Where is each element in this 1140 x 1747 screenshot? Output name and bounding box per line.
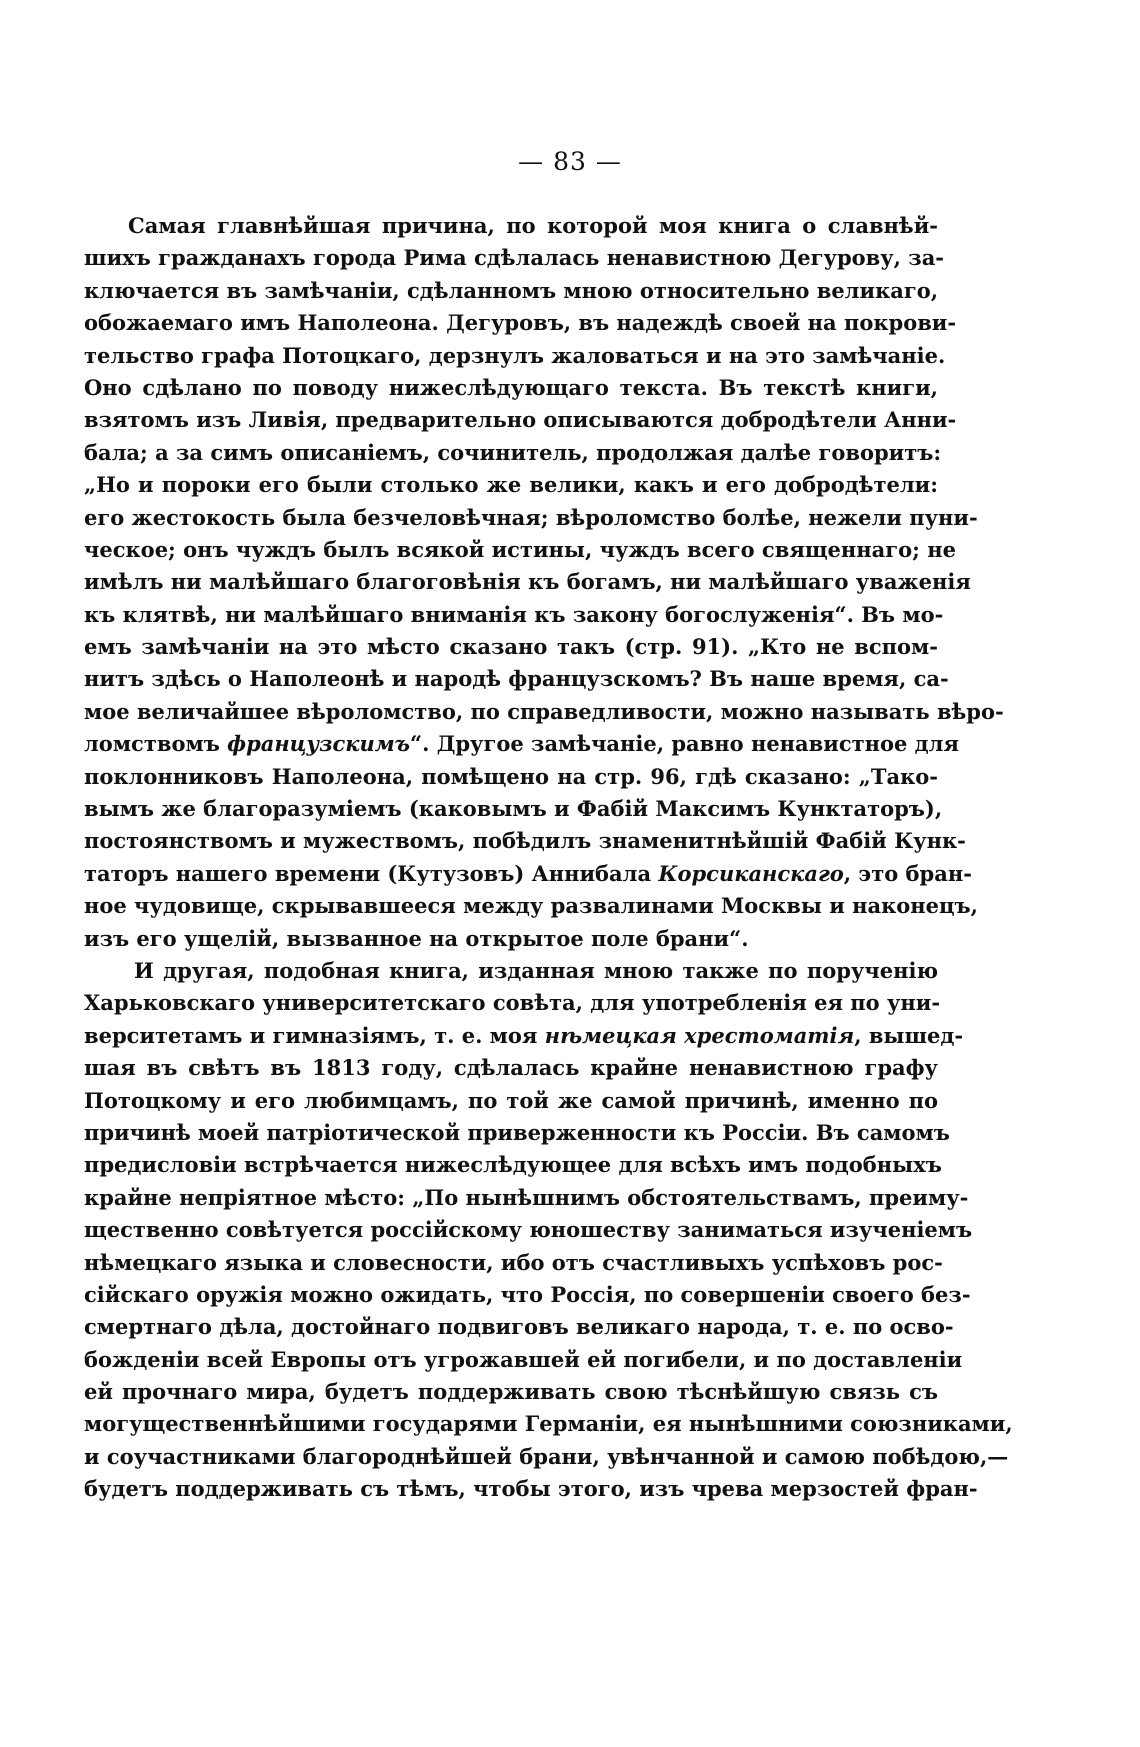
text-line: будетъ поддерживать съ тѣмъ, чтобы этого, изъ чрева мерзостей фран- bbox=[84, 1476, 978, 1502]
text-line: предисловіи встрѣчается нижеслѣдующее для всѣхъ имъ подобныхъ bbox=[84, 1152, 942, 1178]
text-line: Самая главнѣйшая причина, по которой моя книга о славнѣй- bbox=[128, 213, 938, 238]
text-line: шая въ свѣтъ въ 1813 году, сдѣлалась крайне ненавистною графу bbox=[84, 1055, 938, 1081]
text-line: И другая, подобная книга, изданная мною также по порученію bbox=[134, 957, 938, 983]
text-line: причинѣ моей патріотической приверженности къ Россіи. Въ самомъ bbox=[84, 1119, 950, 1145]
text-line: ломствомъ французскимъ“. Другое замѣчаніе, равно ненавистное для bbox=[84, 731, 959, 757]
text-line: поклонниковъ Наполеона, помѣщено на стр. 96, гдѣ сказано: „Тако- bbox=[84, 763, 938, 789]
text-line: нитъ здѣсь о Наполеонѣ и народѣ французскомъ? Въ наше время, са- bbox=[84, 666, 949, 692]
text-line: мое величайшее вѣроломство, по справедливости, можно называть вѣро- bbox=[84, 698, 1004, 724]
text-line: его жестокость была безчеловѣчная; вѣроломство болѣе, нежели пуни- bbox=[84, 504, 978, 530]
text-line: постоянствомъ и мужествомъ, побѣдилъ знаменитнѣйшій Фабій Кунк- bbox=[84, 828, 966, 854]
text-line: божденіи всей Европы отъ угрожавшей ей погибели, и по доставленіи bbox=[84, 1346, 963, 1372]
text-line: верситетамъ и гимназіямъ, т. е. моя нѣмецкая хрестоматія, вышед- bbox=[84, 1022, 964, 1048]
text-line: крайне непріятное мѣсто: „По нынѣшнимъ обстоятельствамъ, преиму- bbox=[84, 1184, 969, 1210]
text-line: ное чудовище, скрывавшееся между развалинами Москвы и наконецъ, bbox=[84, 893, 978, 919]
italic-term: Корсиканскаго bbox=[658, 860, 844, 886]
body-text bbox=[84, 210, 1013, 1506]
italic-term: нѣмецкая хрестоматія bbox=[544, 1022, 855, 1048]
text-line: щественно совѣтуется россійскому юношеству заниматься изученіемъ bbox=[84, 1217, 973, 1243]
text-line: могущественнѣйшими государями Германіи, ея нынѣшними союзниками, bbox=[84, 1411, 1013, 1437]
text-line: изъ его ущелій, вызванное на открытое поле брани“. bbox=[84, 925, 749, 951]
text-line: нѣмецкаго языка и словесности, ибо отъ счастливыхъ успѣховъ рос- bbox=[84, 1249, 943, 1275]
text-line: имѣлъ ни малѣйшаго благоговѣнія къ богамъ, ни малѣйшаго уваженія bbox=[84, 569, 971, 595]
text-line: таторъ нашего времени (Кутузовъ) Аннибала Корсиканскаго, это бран- bbox=[84, 860, 972, 886]
text-line: ческое; онъ чуждъ былъ всякой истины, чуждъ всего священнаго; не bbox=[84, 536, 956, 562]
text-line: Оно сдѣлано по поводу нижеслѣдующаго текста. Въ текстѣ книги, bbox=[84, 374, 938, 400]
text-line: Потоцкому и его любимцамъ, по той же самой причинѣ, именно по bbox=[84, 1087, 938, 1113]
text-line: ей прочнаго мира, будетъ поддерживать свою тѣснѣйшую связь съ bbox=[84, 1379, 938, 1405]
text-line: ключается въ замѣчаніи, сдѣланномъ мною относительно великаго, bbox=[84, 277, 939, 303]
text-line: тельство графа Потоцкаго, дерзнулъ жаловаться и на это замѣчаніе. bbox=[84, 342, 946, 368]
text-line: вымъ же благоразуміемъ (каковымъ и Фабій Максимъ Кунктаторъ), bbox=[84, 796, 943, 822]
text-line: емъ замѣчаніи на это мѣсто сказано такъ (стр. 91). „Кто не вспом- bbox=[84, 634, 938, 660]
text-line: Харьковскаго университетскаго совѣта, для употребленія ея по уни- bbox=[84, 990, 941, 1016]
text-line: сійскаго оружія можно ожидать, что Россія, по совершеніи своего без- bbox=[84, 1281, 971, 1307]
text-line: обожаемаго имъ Наполеона. Дегуровъ, въ надеждѣ своей на покрови- bbox=[84, 310, 957, 336]
text-line: смертнаго дѣла, достойнаго подвиговъ великаго народа, т. е. по осво- bbox=[84, 1314, 954, 1340]
text-line: шихъ гражданахъ города Рима сдѣлалась ненавистною Дегурову, за- bbox=[84, 245, 945, 271]
text-line: бала; а за симъ описаніемъ, сочинитель, продолжая далѣе говоритъ: bbox=[84, 439, 942, 465]
text-line: и соучастниками благороднѣйшей брани, увѣнчанной и самою побѣдою,— bbox=[84, 1443, 1009, 1469]
text-line: къ клятвѣ, ни малѣйшаго вниманія къ закону богослуженія“. Въ мо- bbox=[84, 601, 944, 627]
page-number: — 83 — bbox=[518, 147, 622, 176]
text-line: „Но и пороки его были столько же велики, какъ и его добродѣтели: bbox=[84, 472, 938, 498]
italic-term: французскимъ bbox=[227, 731, 410, 757]
text-line: взятомъ изъ Ливія, предварительно описываются добродѣтели Анни- bbox=[84, 407, 957, 433]
